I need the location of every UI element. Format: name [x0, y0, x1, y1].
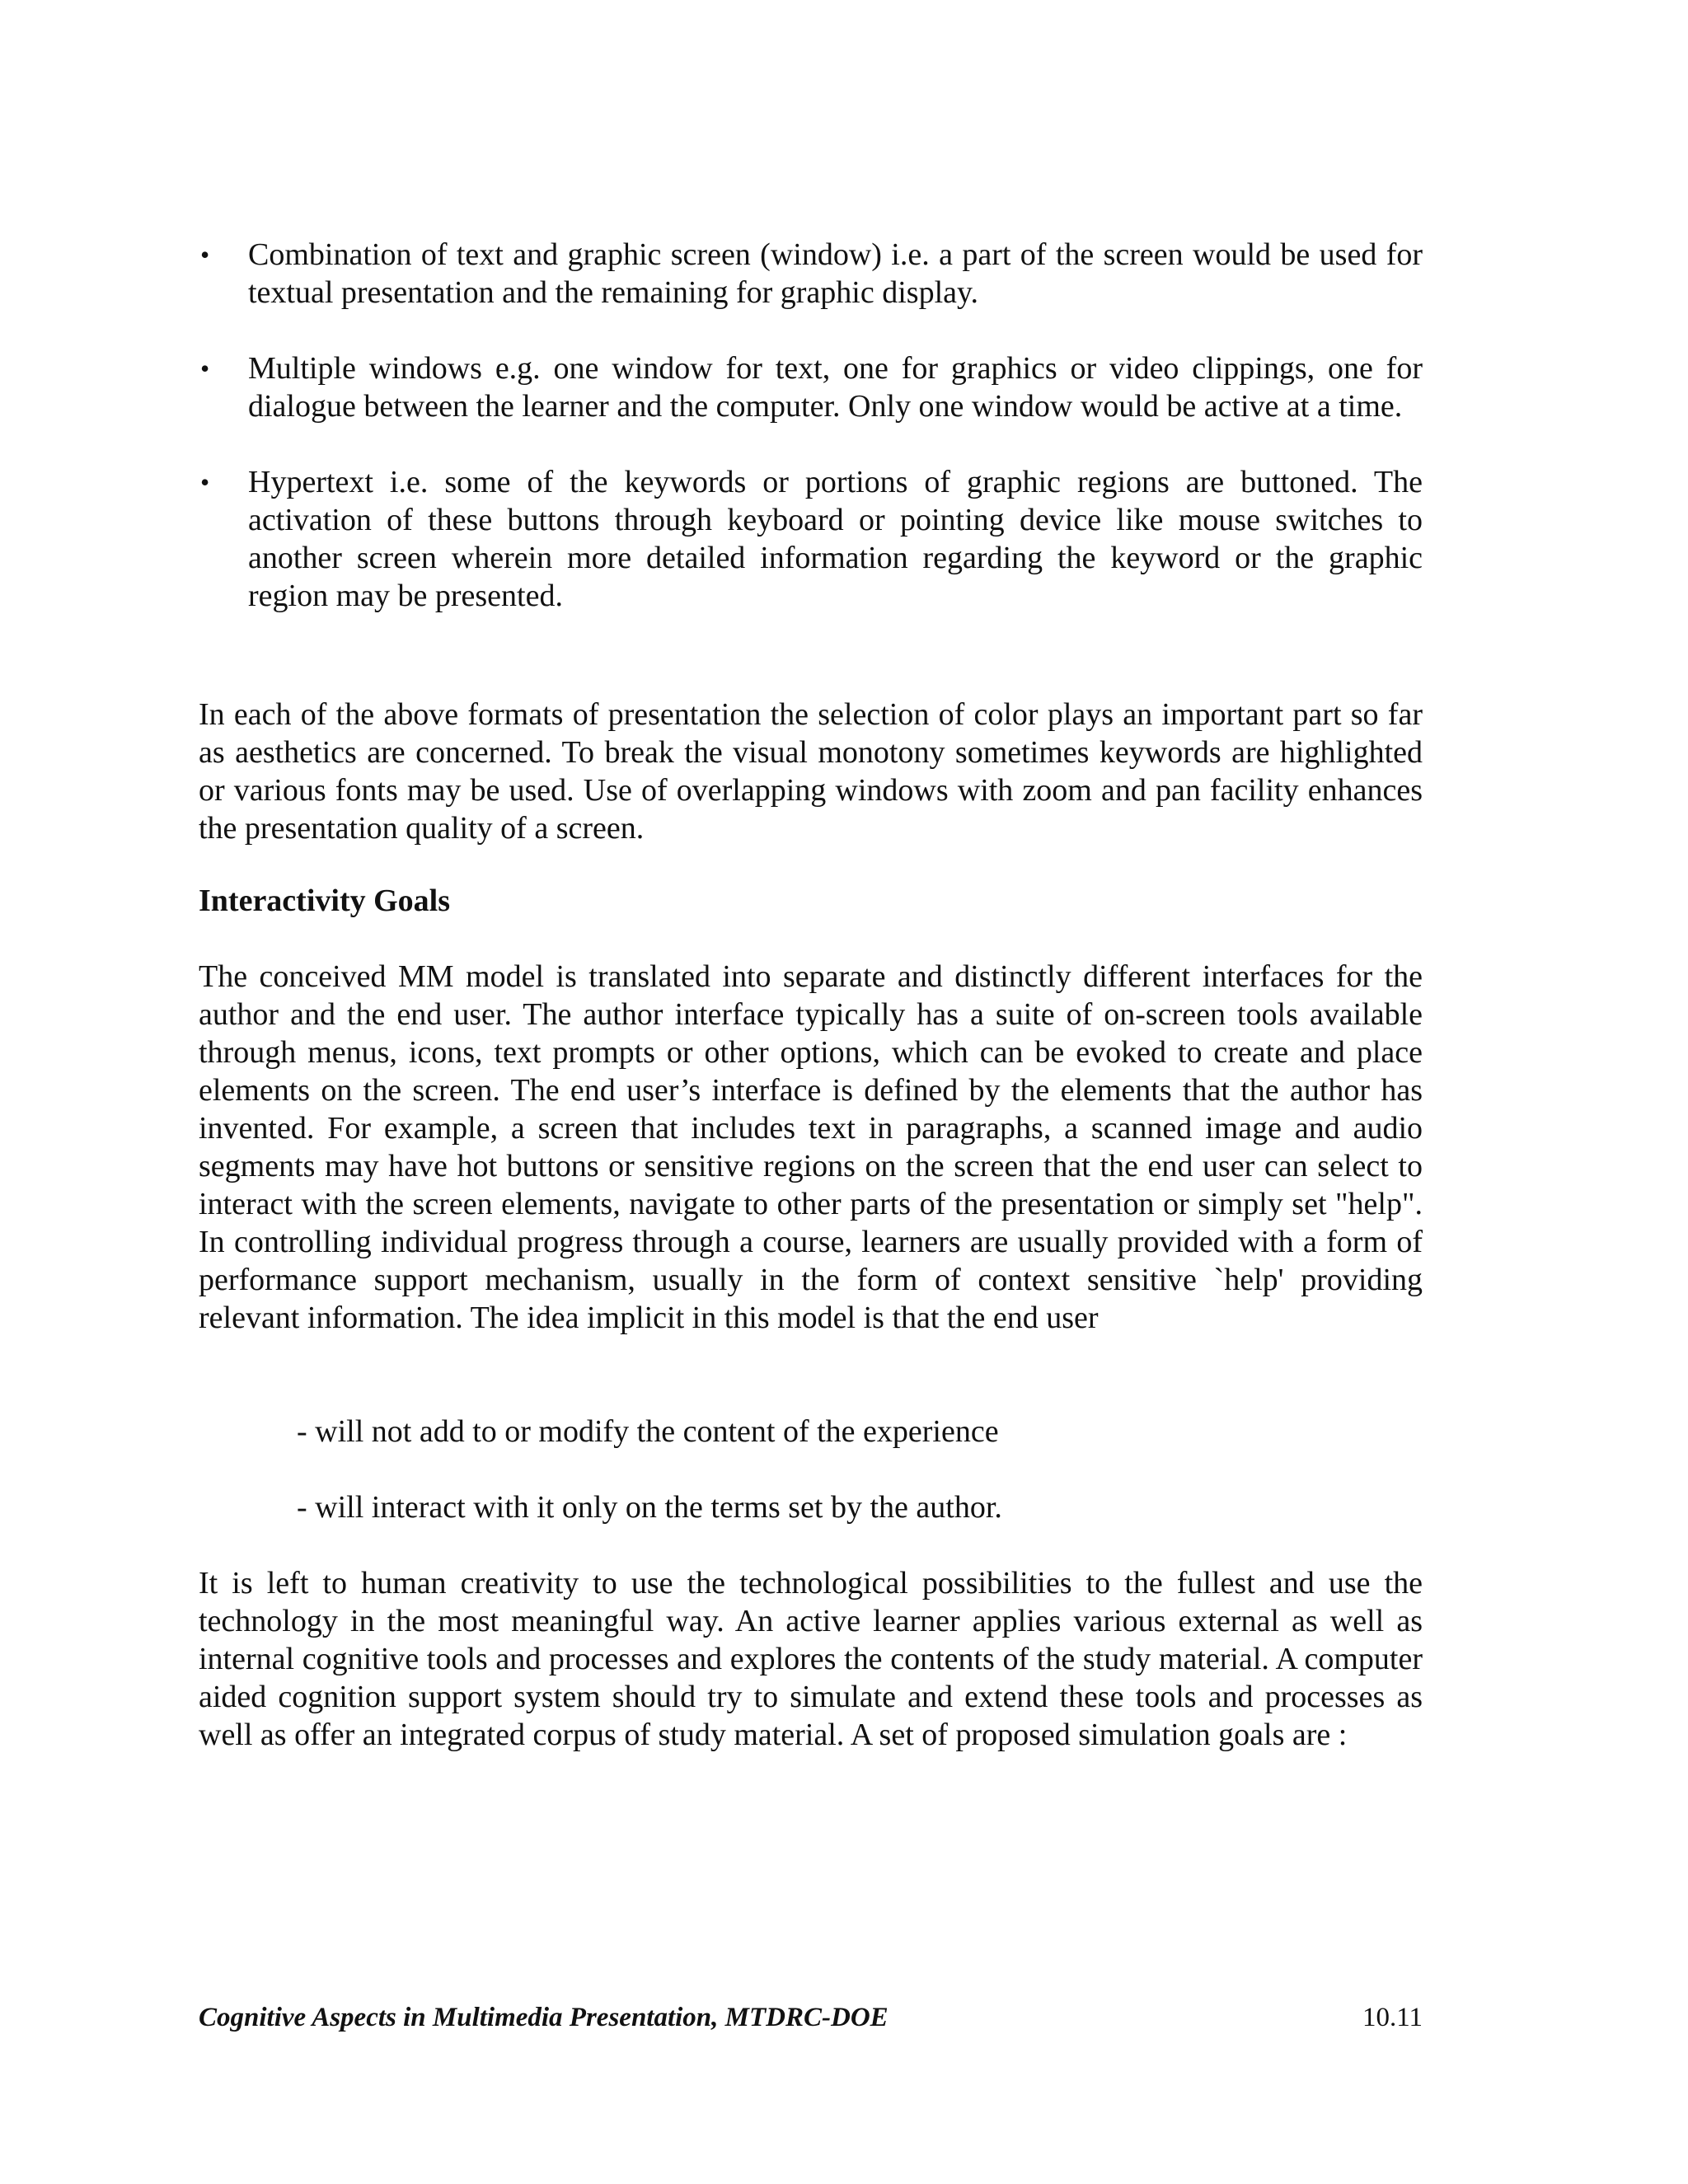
- bullet-item: [199, 463, 1423, 615]
- bullet-text: Combination of text and graphic screen (window) i.e. a part of the screen would be used for textual presentation and the remaining for graphic display.: [248, 237, 1423, 310]
- page-number: 10.11: [1362, 2003, 1423, 2032]
- bullet-list: [199, 236, 1423, 653]
- bullet-icon: •: [200, 354, 210, 383]
- paragraph-presentation-formats: In each of the above formats of presentation the selection of color plays an important part so far as aesthetics are concerned. To break the visual monotony sometimes keywords are highlighted or various fonts may be used. Use of overlapping windows with zoom and pan facility enhances the presentation quality of a screen.: [199, 697, 1423, 846]
- paragraph-simulation-goals: It is left to human creativity to use the technological possibilities to the fullest and use the technology in the most meaningful way. An active learner applies various external as well as internal cognitive tools and processes and explores the contents of the study material. A computer aided cognition support system should try to simulate and extend these tools and processes as well as offer an integrated corpus of study material. A set of proposed simulation goals are :: [199, 1566, 1423, 1752]
- bullet-text: Multiple windows e.g. one window for text, one for graphics or video clippings, one for dialogue between the learner and the computer. Only one window would be active at a time.: [248, 351, 1423, 424]
- bullet-item: [199, 236, 1423, 312]
- indented-point: - will not add to or modify the content of the experience: [297, 1414, 999, 1449]
- bullet-item: [199, 349, 1423, 425]
- bullet-icon: •: [200, 240, 210, 269]
- paragraph-interactivity: The conceived MM model is translated into separate and distinctly different interfaces for the author and the end user. The author interface typically has a suite of on-screen tools available through menus, icons, text prompts or other options, which can be evoked to create and place elements on the screen. The end user’s interface is defined by the elements that the author has invented. For example, a screen that includes text in paragraphs, a scanned image and audio segments may have hot buttons or sensitive regions on the screen that the end user can select to interact with the screen elements, navigate to other parts of the presentation or simply set "help". In controlling individual progress through a course, learners are usually provided with a form of performance support mechanism, usually in the form of context sensitive `help' providing relevant information. The idea implicit in this model is that the end user: [199, 959, 1423, 1335]
- indented-point: - will interact with it only on the terms set by the author.: [297, 1490, 1002, 1525]
- bullet-icon: •: [200, 467, 210, 497]
- bullet-text: Hypertext i.e. some of the keywords or portions of graphic regions are buttoned. The activation of these buttons through keyboard or pointing device like mouse switches to another screen wherein more detailed information regarding the keyword or the graphic region may be presented.: [248, 465, 1423, 613]
- footer-title: Cognitive Aspects in Multimedia Presentation, MTDRC-DOE: [199, 2003, 889, 2032]
- section-heading: Interactivity Goals: [199, 883, 451, 918]
